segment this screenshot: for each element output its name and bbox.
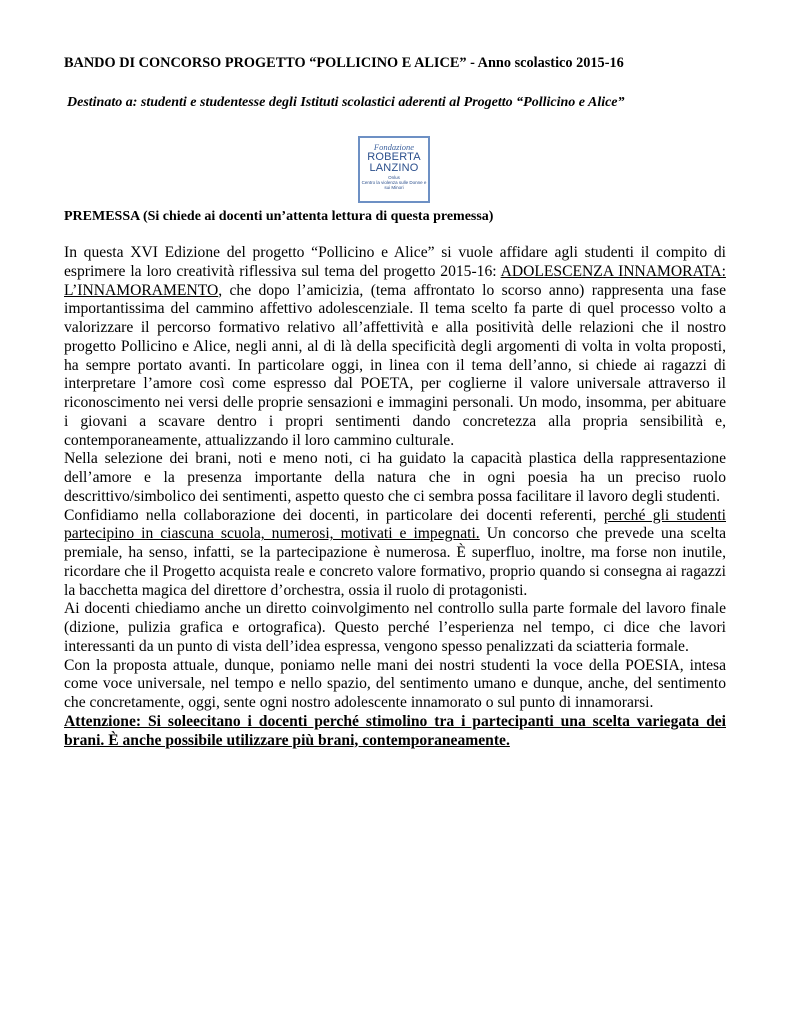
paragraph-3-text-a: Confidiamo nella collaborazione dei docenti, in particolare dei docenti referenti, (64, 506, 604, 524)
attention-note: Attenzione: Si soleecitano i docenti perché stimolino tra i partecipanti una scelta variegata dei brani. È anche possibile utilizzare più brani, contemporaneamente. (64, 712, 726, 749)
paragraph-3-underlined: perché gli studenti partecipino in ciascuna scuola, numerosi, motivati e impegnati. (64, 506, 727, 543)
body-text (64, 244, 726, 750)
paragraph-5: Con la proposta attuale, dunque, poniamo nelle mani dei nostri studenti la voce della POESIA, intesa come voce universale, nel tempo e nello spazio, del sentimento umano e dunque, anche, del sentimento che concretamente, oggi, sente ogni nostro adolescente innamorato o sul punto di innamorarsi. (64, 656, 726, 711)
paragraph-1-text-b: , che dopo l’amicizia, (tema affrontato lo scorso anno) rappresenta una fase importantissima del cammino affettivo adolescenziale. Il tema scelto fa parte di quel processo volto a valorizzare il percorso formativo relativo all’affettività e alla positività delle relazioni che il nostro progetto Pollicino e Alice, negli anni, al di là della specificità degli argomenti di volta in volta proposti, ha sempre portato avanti. In particolare oggi, in linea con il tema dell’anno, si chiede ai ragazzi di interpretare l’amore così come espresso dal POETA, per coglierne il valore universale attraverso il riconoscimento nei versi delle proprie sensazioni e immagini personali. Un modo, insomma, per abituare i giovani a scavare dentro i propri sentimenti dando concretezza alla propria sensibilità e, contemporaneamente, attualizzando il loro cammino culturale. (64, 281, 726, 449)
paragraph-4: Ai docenti chiediamo anche un diretto coinvolgimento nel controllo sulla parte formale del lavoro finale (dizione, pulizia grafica e ortografica). Questo perché l’esperienza nel tempo, ci dice che lavori interessanti da un punto di vista dell’idea espressa, vengono spesso penalizzati da sciatteria formale. (64, 600, 726, 655)
paragraph-1-underlined-theme: ADOLESCENZA INNAMORATA: L’INNAMORAMENTO (64, 262, 726, 299)
paragraph-1-text-a: In questa XVI Edizione del progetto “Pollicino e Alice” si vuole affidare agli studenti il compito di esprimere la loro creatività riflessiva sul tema del progetto 2015-16: (64, 244, 726, 280)
logo-line-lanzino: LANZINO (369, 162, 419, 174)
paragraph-2: Nella selezione dei brani, noti e meno noti, ci ha guidato la capacità plastica della rappresentazione dell’amore e la presenza importante della natura che in ogni poesia ha un preciso ruolo descrittivo/simbolico dei sentimenti, aspetto questo che ci sembra possa facilitare il lavoro degli studenti. (64, 450, 726, 505)
paragraph-3-text-b: Un concorso che prevede una scelta premiale, ha senso, infatti, se la partecipazione è numerosa. È superfluo, inoltre, ma forse non inutile, ricordare che il Progetto acquista reale e concreto valore formativo, proprio quando si consegna ai ragazzi la bacchetta magica del direttore d’orchestra, ossia il ruolo di protagonisti. (64, 525, 726, 599)
document-title: BANDO DI CONCORSO PROGETTO “POLLICINO E ALICE” - Anno scolastico 2015-16 (64, 55, 624, 71)
logo-line-fondazione: Fondazione (373, 142, 415, 152)
paragraph-3 (64, 507, 726, 601)
audience-line: Destinato a: studenti e studentesse degli Istituti scolastici aderenti al Progetto “Pollicino e Alice” (67, 95, 625, 110)
logo-line-subtitle: Centro la violenza sulle Donne e sui Minori (361, 180, 427, 190)
logo-line-roberta: ROBERTA (367, 151, 421, 163)
logo-line-onlus: Onlus (388, 175, 400, 180)
foundation-logo (358, 136, 430, 203)
section-heading-premessa: PREMESSA (Si chiede ai docenti un’attenta lettura di questa premessa) (64, 209, 494, 224)
paragraph-1 (64, 244, 726, 450)
